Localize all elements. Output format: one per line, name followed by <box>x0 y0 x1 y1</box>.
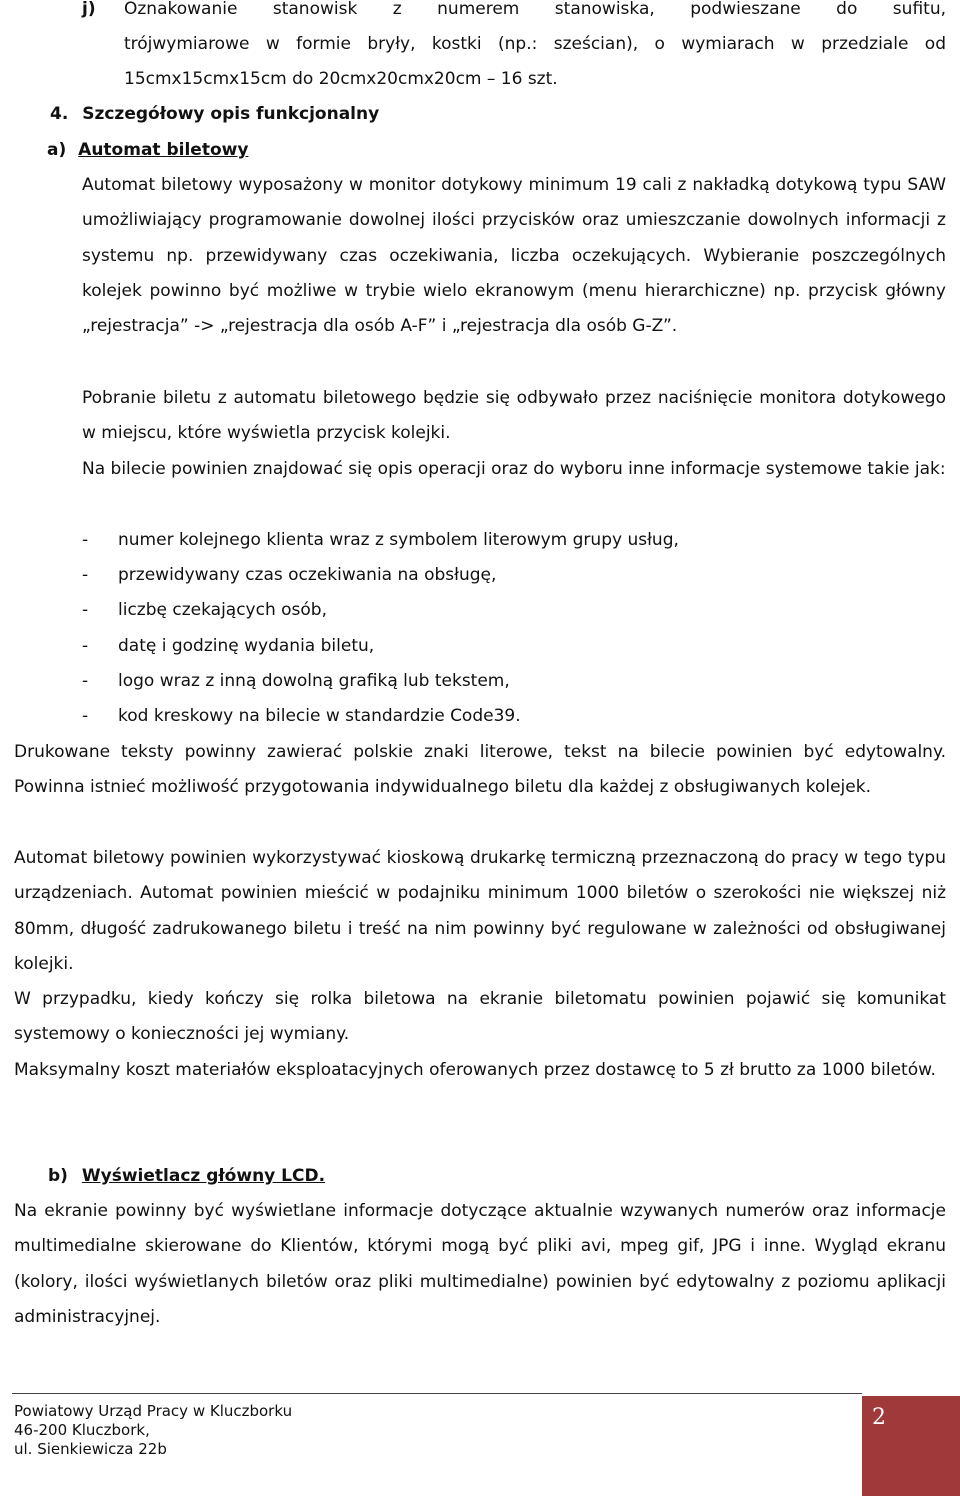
section-b-marker: b) <box>48 1166 68 1186</box>
footer-office-name: Powiatowy Urząd Pracy w Kluczborku <box>14 1402 293 1420</box>
list-dash: - <box>82 565 89 585</box>
list-item-text: logo wraz z inną dowolną grafiką lub tekstem, <box>118 671 510 691</box>
footer-address <box>14 1402 292 1459</box>
list-item-text: kod kreskowy na bilecie w standardzie Code39. <box>118 706 521 726</box>
section-b-paragraph-1: Na ekranie powinny być wyświetlane informacje dotyczące aktualnie wzywanych numerów oraz informacje multimedialne skierowane do Klientów, którymi mogą być pliki avi, mpeg gif, JPG i inne. Wygląd ekranu (kolory, ilości wyświetlanych biletów oraz pliki multimedialne) powinien być edytowalny z poziomu aplikacji administracyjnej. <box>14 1201 946 1327</box>
item-j-line-3: 15cmx15cmx15cm do 20cmx20cmx20cm – 16 szt. <box>124 69 558 89</box>
list-dash: - <box>82 636 89 656</box>
section-a-paragraph-4: Drukowane teksty powinny zawierać polskie znaki literowe, tekst na bilecie powinien być edytowalny. Powinna istnieć możliwość przygotowania indywidualnego biletu dla każdej z obsługiwanych kolejek. <box>14 742 946 798</box>
page-number: 2 <box>872 1405 886 1430</box>
list-dash: - <box>82 600 89 620</box>
section-a-heading <box>47 133 248 168</box>
section-a-paragraph-1: Automat biletowy wyposażony w monitor dotykowy minimum 19 cali z nakładką dotykową typu SAW umożliwiający programowanie dowolnej ilości przycisków oraz umieszczanie dowolnych informacji z systemu np. przewidywany czas oczekiwania, liczba oczekujących. Wybieranie poszczególnych kolejek powinno być możliwe w trybie wielo ekranowym (menu hierarchiczne) np. przycisk główny „rejestracja” -> „rejestracja dla osób A-F” i „rejestracja dla osób G-Z”. <box>82 175 946 337</box>
section-a-paragraph-7: Maksymalny koszt materiałów eksploatacyjnych oferowanych przez dostawcę to 5 zł brutto za 1000 biletów. <box>14 1060 936 1080</box>
section-a-paragraph-2: Pobranie biletu z automatu biletowego będzie się odbywało przez naciśnięcie monitora dotykowego w miejscu, które wyświetla przycisk kolejki. <box>82 388 946 444</box>
section-a-paragraph-6: W przypadku, kiedy kończy się rolka biletowa na ekranie biletomatu powinien pojawić się komunikat systemowy o konieczności jej wymiany. <box>14 989 946 1045</box>
list-item-text: liczbę czekających osób, <box>118 600 327 620</box>
item-j-marker: j) <box>82 0 96 19</box>
item-j-line-1: Oznakowanie stanowisk z numerem stanowiska, podwieszane do sufitu, <box>124 0 946 19</box>
list-dash: - <box>82 671 89 691</box>
list-dash: - <box>82 706 89 726</box>
section-a-marker: a) <box>47 140 67 160</box>
section-a-paragraph-5: Automat biletowy powinien wykorzystywać kioskową drukarkę termiczną przeznaczoną do pracy w tego typu urządzeniach. Automat powinien mieścić w podajniku minimum 1000 biletów o szerokości nie większej niż 80mm, długość zadrukowanego biletu i treść na nim powinny być regulowane w zależności od obsługiwanej kolejki. <box>14 848 946 974</box>
item-j-line-2: trójwymiarowe w formie bryły, kostki (np.: sześcian), o wymiarach w przedziale od <box>124 34 946 54</box>
footer-divider <box>12 1393 862 1394</box>
section-b-title: Wyświetlacz główny LCD. <box>81 1166 326 1186</box>
section-4-heading <box>50 97 379 132</box>
section-a-paragraph-3: Na bilecie powinien znajdować się opis operacji oraz do wyboru inne informacje systemowe takie jak: <box>82 459 946 479</box>
list-item-text: datę i godzinę wydania biletu, <box>118 636 375 656</box>
section-b-heading <box>48 1159 325 1194</box>
footer-street: ul. Sienkiewicza 22b <box>14 1440 167 1458</box>
section-4-number: 4. <box>50 104 69 124</box>
section-4-title: Szczegółowy opis funkcjonalny <box>82 104 380 124</box>
section-a-title: Automat biletowy <box>78 140 249 160</box>
list-item-text: przewidywany czas oczekiwania na obsługę, <box>118 565 497 585</box>
footer-postal-code: 46-200 Kluczbork, <box>14 1421 150 1439</box>
list-dash: - <box>82 530 89 550</box>
list-item-text: numer kolejnego klienta wraz z symbolem literowym grupy usług, <box>118 530 679 550</box>
